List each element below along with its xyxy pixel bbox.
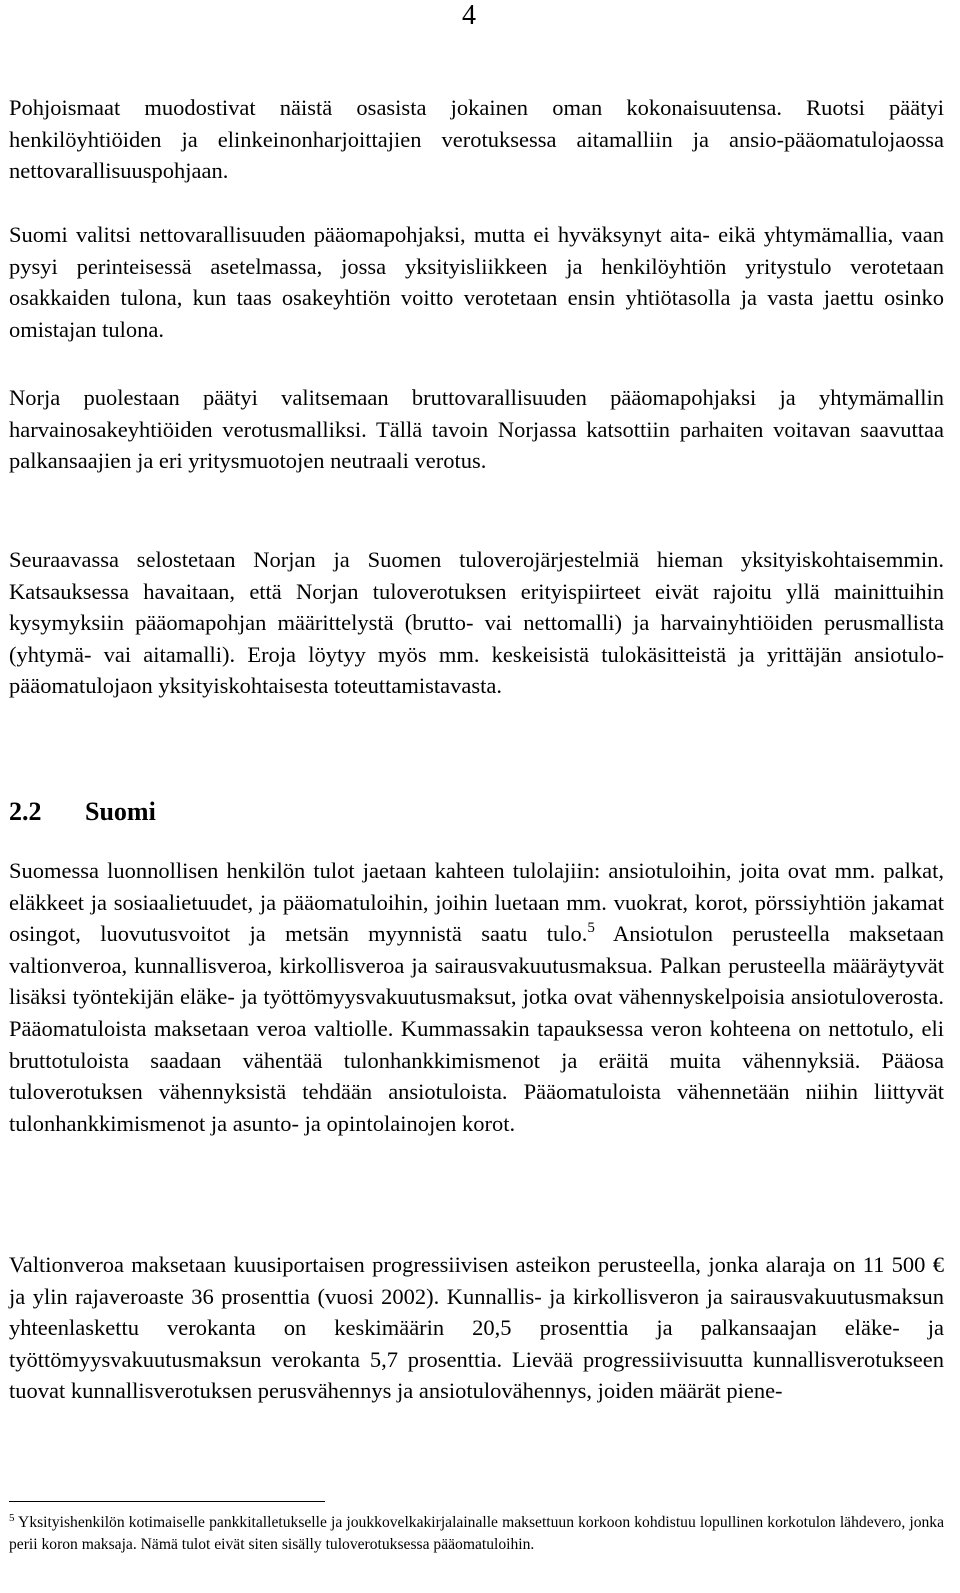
footnote [9, 1512, 944, 1555]
paragraph-income-types [9, 855, 944, 1139]
paragraph-nordic-models: Pohjoismaat muodostivat näistä osasista jokainen oman kokonaisuutensa. Ruotsi päätyi henkilöyhtiöiden ja elinkeinonharjoittajien verotuksessa aitamalliin ja ansio-pääomatulojaossa nettovarallisuuspohjaan. [9, 95, 944, 184]
paragraph-state-tax: Valtionveroa maksetaan kuusiportaisen progressiivisen asteikon perusteella, jonka alaraja on 11 500 € ja ylin rajaveroaste 36 prosenttia (vuosi 2002). Kunnallis- ja kirkollisveron ja sairausvakuutusmaksun yhteenlaskettu verokanta on keskimäärin 20,5 prosenttia ja palkansaajan eläke- ja työttömyysvakuutusmaksun verokanta 5,7 prosenttia. Lievää progressiivisuutta kunnallisverotukseen tuovat kunnallisverotuksen perusvähennys ja ansiotulovähennys, joiden määrät piene- [9, 1252, 944, 1404]
section-number: 2.2 [9, 797, 42, 826]
footnote-reference[interactable]: 5 [587, 920, 595, 937]
section-heading [9, 792, 156, 832]
section-title: Suomi [85, 797, 156, 826]
paragraph-finland-choice: Suomi valitsi nettovarallisuuden pääomapohjaksi, mutta ei hyväksynyt aita- eikä yhtymämallia, vaan pysyi perinteisessä asetelmassa, jossa yksityisliikkeen ja henkilöyhtiön yritystulo verotetaan osakkaiden tulona, kun taas osakeyhtiön voitto verotetaan ensin yhtiötasolla ja vasta jaettu osinko omistajan tulona. [9, 222, 944, 342]
page-number: 4 [462, 0, 476, 31]
paragraph-text: Ansiotulon perusteella maksetaan valtionveroa, kunnallisveroa, kirkollisveroa ja sairausvakuutusmaksua. Palkan perusteella määräytyvät lisäksi työntekijän eläke- ja työttömyysvakuutusmaksut, jotka ovat vähennyskelpoisia ansiotuloverosta. Pääomatuloista maksetaan veroa valtiolle. Kummassakin tapauksessa veron kohteena on nettotulo, eli bruttotuloista saadaan vähentää tulonhankkimismenot ja eräitä muita vähennyksiä. Pääosa tuloverotuksen vähennyksistä tehdään ansiotuloista. Pääomatuloista vähennetään niihin liittyvät tulonhankkimismenot ja asunto- ja opintolainojen korot. [9, 921, 944, 1136]
footnote-divider [9, 1501, 325, 1502]
paragraph-overview: Seuraavassa selostetaan Norjan ja Suomen tuloverojärjestelmiä hieman yksityiskohtaisemmin. Katsauksessa havaitaan, että Norjan tuloverotuksen erityispiirteet eivät rajoitu yllä mainittuihin kysymyksiin pääomapohjan määrittelystä (brutto- vai nettomalli) ja harvainyhtiöiden perusmallista (yhtymä- vai aitamalli). Eroja löytyy myös mm. keskeisistä tulokäsitteistä ja yrittäjän ansiotulo-pääomatulojaon yksityiskohtaisesta toteuttamistavasta. [9, 547, 944, 699]
paragraph-text: Suomessa luonnollisen henkilön tulot jaetaan kahteen tulolajiin: ansiotuloihin, joita ovat mm. palkat, eläkkeet ja sosiaalietuudet, ja pääomatuloihin, joihin luetaan mm. vuokrat, korot, pörssiyhtiön jakamat osingot, luovutusvoitot ja metsän myynnistä saatu tulo. [9, 858, 944, 947]
footnote-marker: 5 [9, 1512, 15, 1524]
paragraph-norway-choice: Norja puolestaan päätyi valitsemaan bruttovarallisuuden pääomapohjaksi ja yhtymämallin harvainosakeyhtiöiden verotusmalliksi. Tällä tavoin Norjassa katsottiin parhaiten voitavan saavuttaa palkansaajien ja eri yritysmuotojen neutraali verotus. [9, 385, 944, 474]
footnote-text: Yksityishenkilön kotimaiselle pankkitalletukselle ja joukkovelkakirjalainalle maksettuun korkoon kohdistuu lopullinen korkotulon lähdevero, jonka perii koron maksaja. Nämä tulot eivät siten sisälly tuloverotuksessa pääomatuloihin. [9, 1514, 944, 1553]
